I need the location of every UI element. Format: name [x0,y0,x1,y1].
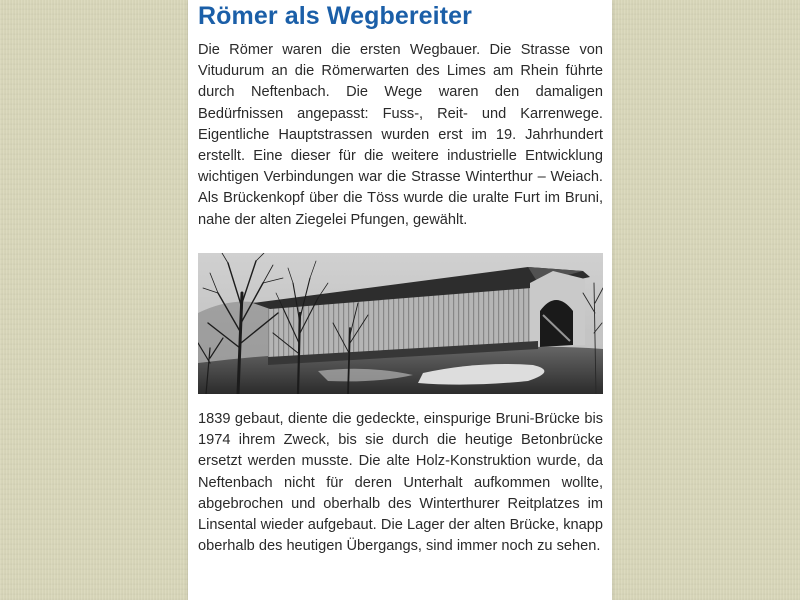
article-page [188,0,612,600]
covered-bridge-photo [198,253,603,394]
article-paragraph-intro: Die Römer waren die ersten Wegbauer. Die Strasse von Vitudurum an die Römerwarten des Limes am Rhein führte durch Neftenbach. Die Wege waren den damaligen Bedürfnissen angepasst: Fuss-, Reit- und Karrenwege. Eigentliche Hauptstrassen wurden erst im 19. Jahrhundert erstellt. Eine dieser für die weitere industrielle Entwicklung wichtigen Verbindungen war die Strasse Winterthur – Weiach. Als Brückenkopf über die Töss wurde die uralte Furt im Bruni, nahe der alten Ziegelei Pfungen, gewählt. [198,42,603,228]
article-title: Römer als Wegbereiter [198,2,472,30]
article-paragraph-bridge: 1839 gebaut, diente die gedeckte, einspurige Bruni-Brücke bis 1974 ihrem Zweck, bis sie durch die heutige Betonbrücke ersetzt werden musste. Die alte Holz-Konstruktion wurde, da Neftenbach nicht für deren Unterhalt aufkommen wollte, abgebrochen und oberhalb des Winterthurer Reitplatzes im Linsental wieder aufgebaut. Die Lager der alten Brücke, knapp oberhalb des heutigen Übergangs, sind immer noch zu sehen. [198,411,603,555]
